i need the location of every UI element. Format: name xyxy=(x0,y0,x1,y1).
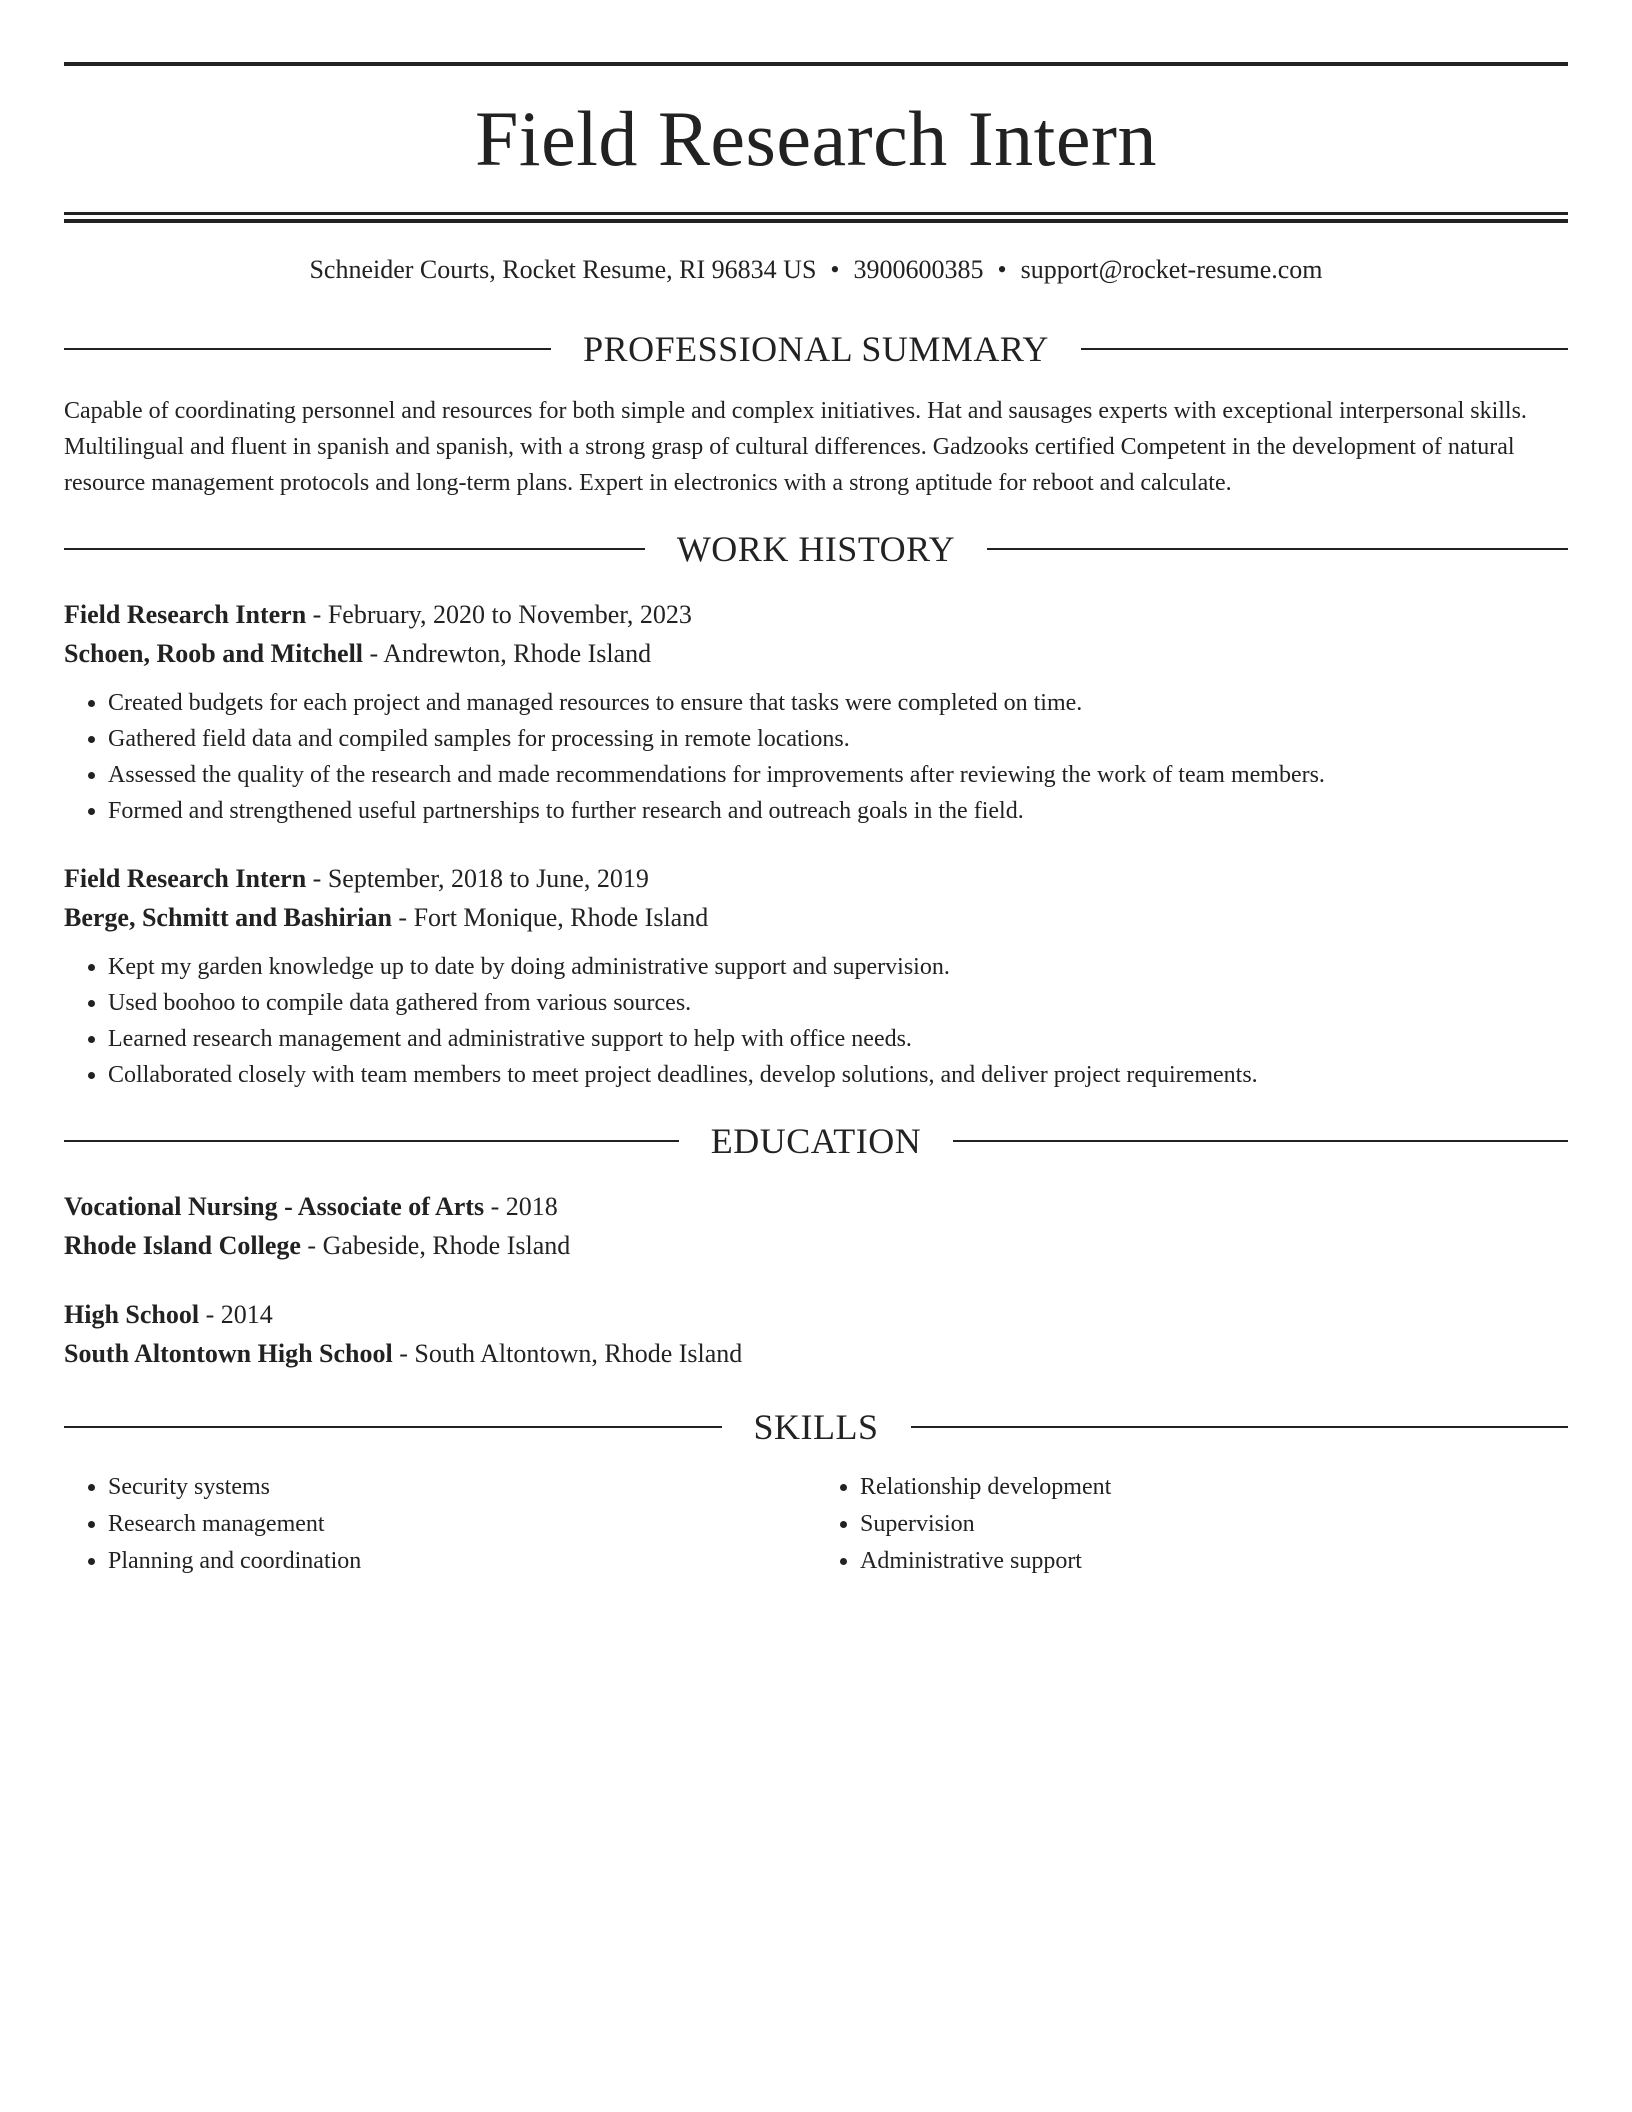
skill-item: • Research management xyxy=(108,1506,816,1543)
contact-phone: 3900600385 xyxy=(853,255,984,284)
contact-address: Schneider Courts, Rocket Resume, RI 96834 US xyxy=(309,255,817,284)
education-year: - 2018 xyxy=(484,1192,558,1221)
job-entry xyxy=(64,859,1568,1093)
top-rule xyxy=(64,62,1568,66)
heading-rule xyxy=(64,548,645,550)
summary-text: Capable of coordinating personnel and resources for both simple and complex initiatives. Hat and sausages experts with exceptional interpersonal skills. Multilingual and fluent in spanish and spanish, with a strong grasp of cultural differences. Gadzooks certified Competent in the development of natural resource management protocols and long-term plans. Expert in electronics with a strong aptitude for reboot and calculate. xyxy=(64,398,1527,496)
job-bullets xyxy=(64,949,1568,1093)
contact-separator: • xyxy=(997,255,1007,284)
job-role: Field Research Intern xyxy=(64,600,307,629)
job-location: - Andrewton, Rhode Island xyxy=(363,639,652,668)
section-title: WORK HISTORY xyxy=(676,529,956,569)
list-item: • Gathered field data and compiled samples for processing in remote locations. xyxy=(108,721,1568,757)
list-item: • Collaborated closely with team members to meet project deadlines, develop solutions, and deliver project requirements. xyxy=(108,1057,1568,1093)
heading-rule xyxy=(64,348,551,350)
candidate-name: Field Research Intern xyxy=(475,95,1157,182)
list-item: • Used boohoo to compile data gathered from various sources. xyxy=(108,985,1568,1021)
education-school: South Altontown High School xyxy=(64,1339,393,1368)
contact-email: support@rocket-resume.com xyxy=(1020,255,1323,284)
heading-rule xyxy=(1081,348,1568,350)
education-year: - 2014 xyxy=(199,1300,273,1329)
list-item: • Learned research management and administrative support to help with office needs. xyxy=(108,1021,1568,1057)
contact-line xyxy=(64,257,1568,283)
education-school: Rhode Island College xyxy=(64,1231,301,1260)
list-item: • Kept my garden knowledge up to date by doing administrative support and supervision. xyxy=(108,949,1568,985)
heading-rule xyxy=(911,1426,1569,1428)
section-title: SKILLS xyxy=(753,1407,879,1447)
heading-rule xyxy=(987,548,1568,550)
education-school-line xyxy=(64,1226,1568,1265)
contact-separator: • xyxy=(830,255,840,284)
list-item: • Formed and strengthened useful partnerships to further research and outreach goals in the field. xyxy=(108,793,1568,829)
skills-column-right xyxy=(816,1469,1568,1580)
list-item: • Created budgets for each project and managed resources to ensure that tasks were completed on time. xyxy=(108,685,1568,721)
job-company-line xyxy=(64,634,1568,673)
job-dates: - February, 2020 to November, 2023 xyxy=(306,600,692,629)
job-role: Field Research Intern xyxy=(64,864,307,893)
education-location: - Gabeside, Rhode Island xyxy=(300,1231,571,1260)
education-school-line xyxy=(64,1334,1568,1373)
education-entry xyxy=(64,1187,1568,1265)
job-company-line xyxy=(64,898,1568,937)
job-dates: - September, 2018 to June, 2019 xyxy=(306,864,649,893)
skill-item: • Relationship development xyxy=(860,1469,1568,1506)
heading-rule xyxy=(953,1140,1568,1142)
skill-item: • Administrative support xyxy=(860,1543,1568,1580)
skill-item: • Planning and coordination xyxy=(108,1543,816,1580)
section-title: EDUCATION xyxy=(710,1121,922,1161)
section-heading-education xyxy=(64,1123,1568,1159)
list-item: • Assessed the quality of the research and made recommendations for improvements after reviewing the work of team members. xyxy=(108,757,1568,793)
job-company: Berge, Schmitt and Bashirian xyxy=(64,903,392,932)
section-heading-summary xyxy=(64,331,1568,367)
education-degree: Vocational Nursing - Associate of Arts xyxy=(64,1192,485,1221)
skills-column-left xyxy=(64,1469,816,1580)
heading-rule xyxy=(64,1140,679,1142)
skill-item: • Security systems xyxy=(108,1469,816,1506)
education-degree-line xyxy=(64,1295,1568,1334)
section-title: PROFESSIONAL SUMMARY xyxy=(583,329,1049,369)
job-entry xyxy=(64,595,1568,829)
double-rule xyxy=(64,212,1568,223)
job-location: - Fort Monique, Rhode Island xyxy=(391,903,709,932)
job-company: Schoen, Roob and Mitchell xyxy=(64,639,364,668)
heading-rule xyxy=(64,1426,722,1428)
skill-item: • Supervision xyxy=(860,1506,1568,1543)
education-degree-line xyxy=(64,1187,1568,1226)
section-heading-skills xyxy=(64,1409,1568,1445)
education-location: - South Altontown, Rhode Island xyxy=(392,1339,743,1368)
section-heading-work-history xyxy=(64,531,1568,567)
education-entry xyxy=(64,1295,1568,1373)
job-title-line xyxy=(64,595,1568,634)
skills-list xyxy=(64,1469,1568,1580)
education-degree: High School xyxy=(64,1300,200,1329)
job-bullets xyxy=(64,685,1568,829)
job-title-line xyxy=(64,859,1568,898)
